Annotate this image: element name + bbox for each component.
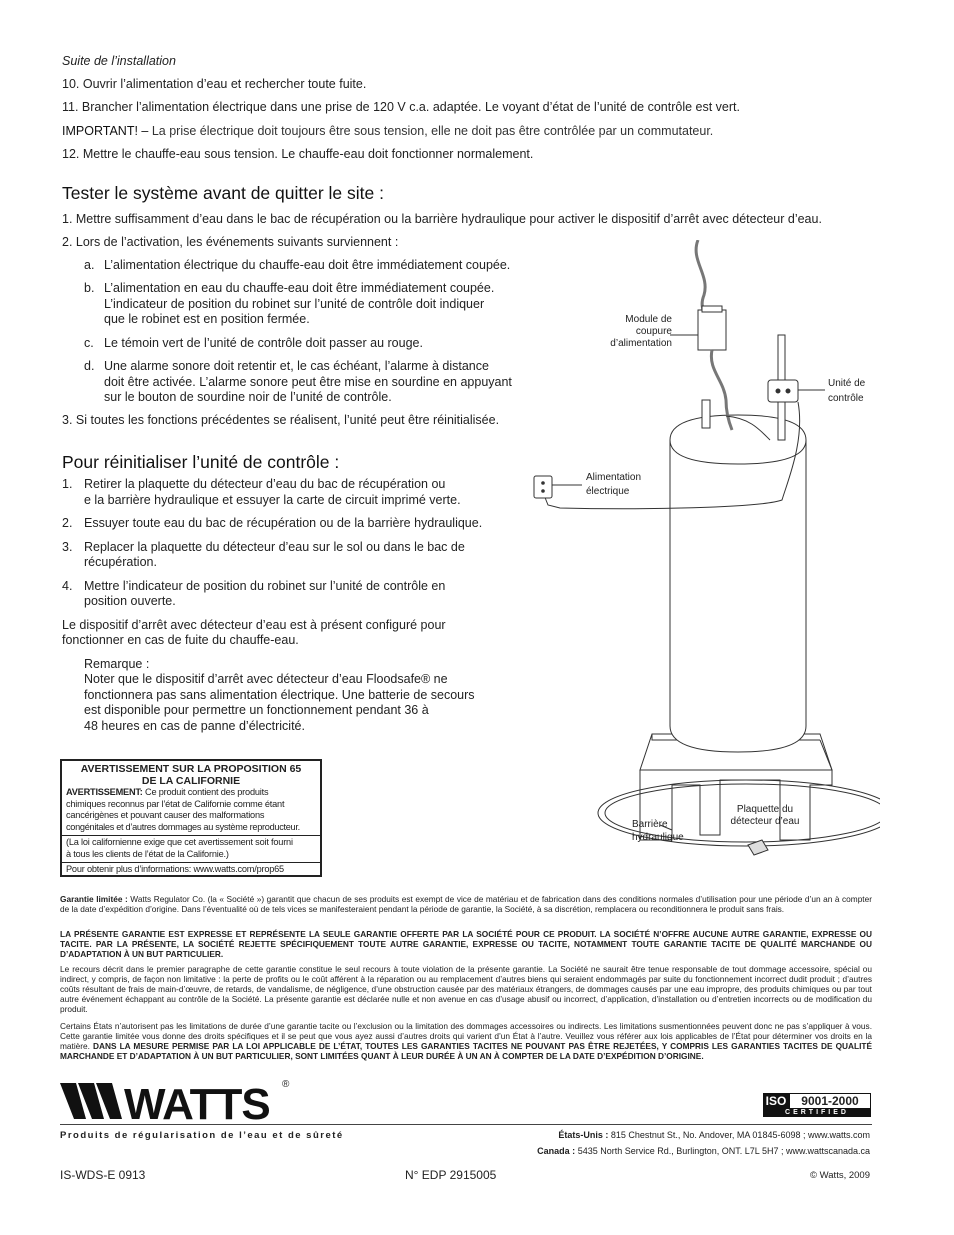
warranty-paragraph-3: Le recours décrit dans le premier paragraphe de cette garantie constitue le seul recours à toute violation de la présente garantie. La Société ne saurait être tenue responsable de tout dommage accessoire, spécial ou indirect, y compris, de façon non limitative : la perte de profits ou le coût afférent à la réparation ou au remplacement d’autres biens qui seraient endommagés par suite du fonctionnement incorrect dudit produit ; d’autres coûts résultant de frais de main-d’œuvre, de retards, de vandalisme, de négligence, d’une obstruction causée par des matériaux étrangers, de dommages causés par une eau impropre, des produits chimiques ou par tout autre événement échappant au contrôle de la Société. La présente garantie est déclarée nulle et non avenue en cas d’usage abusif ou incorrect, d’application, d’installation ou d’entretien incorrects ou de modification du produit. — [60, 964, 872, 1014]
prop65-warning-line-3: cancérigènes et pouvant causer des malformations — [66, 810, 265, 820]
electric-outlet — [534, 476, 552, 498]
sub-letter-a: a. — [84, 258, 95, 272]
registered-mark-icon: ® — [282, 1079, 290, 1090]
test-item-3: 3. Si toutes les fonctions précédentes se réalisent, l’unité peut être réinitialisée. — [62, 413, 500, 427]
reset-summary-line-1: Le dispositif d’arrêt avec détecteur d’eau est à présent configuré pour — [62, 618, 446, 632]
watts-wave-icon — [60, 1081, 292, 1123]
remark-title: Remarque : — [84, 657, 150, 671]
sub-letter-b: b. — [84, 281, 95, 295]
sub-item-d-line-3: sur le bouton de sourdine noir de l’unité de contrôle. — [104, 390, 392, 404]
iso-certified-badge — [763, 1093, 871, 1117]
water-heater-diagram — [520, 240, 880, 870]
sub-item-b-line-1: L’alimentation en eau du chauffe-eau doit être immédiatement coupée. — [104, 281, 495, 295]
label-power-supply-line-1: Alimentation — [586, 472, 642, 483]
label-power-supply-line-2: électrique — [586, 486, 630, 497]
reset-step-1-line-2: e la barrière hydraulique et essuyer la carte de circuit imprimé verte. — [84, 493, 461, 507]
remark-line-2: fonctionnera pas sans alimentation électrique. Une batterie de secours — [84, 688, 475, 702]
prop65-title-line-2: DE LA CALIFORNIE — [141, 775, 241, 787]
remark-line-1: Noter que le dispositif d’arrêt avec détecteur d’eau Floodsafe® ne — [84, 672, 448, 686]
copyright: © Watts, 2009 — [810, 1170, 870, 1181]
prop65-info: Pour obtenir plus d’informations: www.watts.com/prop65 — [66, 864, 284, 874]
prop65-warning-line-1 — [66, 787, 316, 799]
usa-label: États-Unis : — [558, 1130, 609, 1140]
usa-address-text: 815 Chestnut St., No. Andover, MA 01845-6098 ; www.watts.com — [608, 1130, 870, 1140]
iso-certified-text: CERTIFIED — [763, 1109, 871, 1117]
reset-num-4: 4. — [62, 579, 73, 593]
reset-step-2: Essuyer toute eau du bac de récupération ou de la barrière hydraulique. — [84, 516, 483, 530]
cold-pipe — [702, 400, 710, 428]
test-heading: Tester le système avant de quitter le site : — [62, 183, 384, 203]
canada-label: Canada : — [537, 1146, 576, 1156]
remark-line-4: 48 heures en cas de panne d’électricité. — [84, 719, 305, 733]
reset-step-4-line-1: Mettre l’indicateur de position du robinet sur l’unité de contrôle en — [84, 579, 446, 593]
usa-address — [558, 1130, 870, 1140]
canada-address-text: 5435 North Service Rd., Burlington, ONT. L7L 5H7 ; www.wattscanada.ca — [575, 1146, 870, 1156]
warranty-paragraph-2: LA PRÉSENTE GARANTIE EST EXPRESSE ET REPRÉSENTE LA SEULE GARANTIE OFFERTE PAR LA SOCIÉTÉ POUR CE PRODUIT. LA SOCIÉTÉ N’OFFRE AUCUNE AUTRE GARANTIE, EXPRESSE OU TACITE. PAR LA PRÉSENTE, LA SOCIÉTÉ REJETTE SPÉCIFIQUEMENT TOUTE AUTRE GARANTIE, EXPRESSE OU TACITE, NOTAMMENT TOUTE GARANTIE TACITE DE QUALITÉ MARCHANDE OU D’ADAPTATION À UN BUT PARTICULIER. — [60, 929, 872, 959]
sub-item-b-line-3: que le robinet est en position fermée. — [104, 312, 310, 326]
prop65-title-line-1: AVERTISSEMENT SUR LA PROPOSITION 65 — [80, 763, 302, 775]
label-control-unit-line-1: Unité de — [828, 378, 866, 389]
section-subtitle: Suite de l’installation — [62, 54, 176, 68]
install-step-11: 11. Brancher l’alimentation électrique dans une prise de 120 V c.a. adaptée. Le voyant d’état de l’unité de contrôle est vert. — [62, 100, 740, 114]
prop65-warning-line-2: chimiques reconnus par l’état de Californie comme étant — [66, 798, 285, 809]
water-heater-tank — [670, 415, 806, 752]
test-item-2: 2. Lors de l’activation, les événements suivants surviennent : — [62, 235, 399, 249]
control-unit — [768, 380, 798, 402]
reset-heading: Pour réinitialiser l’unité de contrôle : — [62, 452, 340, 472]
sub-item-d-line-2: doit être activée. L’alarme sonore peut être mise en sourdine en appuyant — [104, 375, 512, 389]
footer-tagline: Produits de régularisation de l’eau et de sûreté — [60, 1130, 344, 1141]
label-power-module-line-2: coupure — [635, 326, 672, 337]
watts-logo — [60, 1081, 292, 1128]
watts-wordmark: WATTS — [124, 1081, 270, 1123]
install-step-12: 12. Mettre le chauffe-eau sous tension. Le chauffe-eau doit fonctionner normalement. — [62, 147, 534, 161]
important-text: La prise électrique doit toujours être sous tension, elle ne doit pas être contrôlée par un commutateur. — [148, 124, 714, 138]
label-power-module-line-3: d’alimentation — [610, 338, 672, 349]
important-label: IMPORTANT! – — [62, 124, 149, 138]
warranty-paragraph-1 — [60, 894, 872, 914]
sub-item-d-line-1: Une alarme sonore doit retentir et, le cas échéant, l’alarme à distance — [104, 359, 489, 373]
prop65-warning-label: AVERTISSEMENT: — [66, 787, 143, 797]
sub-item-b-line-2: L’indicateur de position du robinet sur l’unité de contrôle doit indiquer — [104, 297, 485, 311]
warranty-text-4: Certains États n’autorisent pas les limitations de durée d’une garantie tacite ou l’exclusion ou la limitation des dommages accessoires ou indirects. Les limitations susmentionnées peuvent donc ne pas s’appliquer à vous. Cette garantie limitée vous donne des droits spécifiques et il se peut que vous ayez aussi d’autres droits qui varient d’un État à l’autre. Veuillez vous référer aux lois applicables de l’État pour déterminer vos droits en la matière. — [60, 1021, 872, 1051]
reset-num-1: 1. — [62, 477, 73, 491]
iso-number: 9001-2000 — [789, 1093, 871, 1109]
prop65-law-line-1: (La loi californienne exige que cet avertissement soit fourni — [66, 837, 293, 847]
label-barrier-line-2: hydraulique — [632, 832, 684, 843]
label-control-unit-line-2: contrôle — [828, 393, 864, 404]
reset-step-3-line-2: récupération. — [84, 555, 157, 569]
remark-line-3: est disponible pour permettre un fonctionnement pendant 36 à — [84, 703, 429, 717]
sub-letter-c: c. — [84, 336, 94, 350]
warranty-label: Garantie limitée : — [60, 894, 128, 904]
iso-label: ISO — [763, 1093, 789, 1109]
install-step-10: 10. Ouvrir l’alimentation d’eau et rechercher toute fuite. — [62, 77, 367, 91]
label-sensor-line-2: détecteur d’eau — [730, 816, 800, 827]
warranty-text-4-bold: DANS LA MESURE PERMISE PAR LA LOI APPLICABLE DE L’ÉTAT, TOUTES LES GARANTIES TACITES NE POUVANT PAS ÊTRE REJETÉES, Y COMPRIS LES GARANTIES TACITES DE QUALITÉ MARCHANDE ET D’ADAPTATION À UN BUT PARTICULIER, SONT LIMITÉES QUANT À LEUR DURÉE À UN AN À COMPTER DE LA DATE D’EXPÉDITION D’ORIGINE. — [60, 1041, 872, 1061]
label-power-module-line-1: Module de — [625, 314, 672, 325]
reset-num-3: 3. — [62, 540, 73, 554]
label-sensor-line-1: Plaquette du — [736, 804, 794, 815]
reset-step-4-line-2: position ouverte. — [84, 594, 176, 608]
document-code: IS-WDS-E 0913 — [60, 1168, 146, 1182]
prop65-warning-text: Ce produit contient des produits — [142, 787, 269, 797]
warranty-text-1: Watts Regulator Co. (la « Société ») garantit que chacun de ses produits est exempt de vice de matériau et de fabrication dans des conditions normales d’utilisation pour une période d’un an à compter de la date d’expédition d’origine. Dans l’éventualité où de tels vices se manifesteraient pendant la période de garantie, la Société, à sa discrétion, remplacera ou reconditionnera le produit sans frais. — [60, 894, 872, 914]
warranty-paragraph-4 — [60, 1021, 872, 1061]
prop65-warning-box — [60, 759, 322, 877]
sub-item-a: L’alimentation électrique du chauffe-eau doit être immédiatement coupée. — [104, 258, 511, 272]
reset-summary-line-2: fonctionner en cas de fuite du chauffe-eau. — [62, 633, 299, 647]
sub-item-c: Le témoin vert de l’unité de contrôle doit passer au rouge. — [104, 336, 423, 350]
important-note — [62, 124, 713, 140]
power-module — [698, 310, 726, 350]
footer-divider — [60, 1124, 872, 1125]
prop65-separator — [62, 835, 320, 836]
prop65-warning-line-4: congénitales et d’autres dommages au système reproducteur. — [66, 821, 300, 832]
reset-step-3-line-1: Replacer la plaquette du détecteur d’eau sur le sol ou dans le bac de — [84, 540, 465, 554]
label-barrier-line-1: Barrière — [632, 819, 668, 830]
prop65-law-line-2: à tous les clients de l’état de la Californie.) — [66, 848, 229, 859]
prop65-separator-2 — [62, 862, 320, 863]
sub-letter-d: d. — [84, 359, 95, 373]
canada-address — [537, 1146, 870, 1156]
test-item-1: 1. Mettre suffisamment d’eau dans le bac de récupération ou la barrière hydraulique pour activer le dispositif d’arrêt avec détecteur d’eau. — [62, 212, 822, 226]
reset-num-2: 2. — [62, 516, 73, 530]
reset-step-1-line-1: Retirer la plaquette du détecteur d’eau du bac de récupération ou — [84, 477, 446, 491]
edp-number: N° EDP 2915005 — [405, 1168, 497, 1182]
